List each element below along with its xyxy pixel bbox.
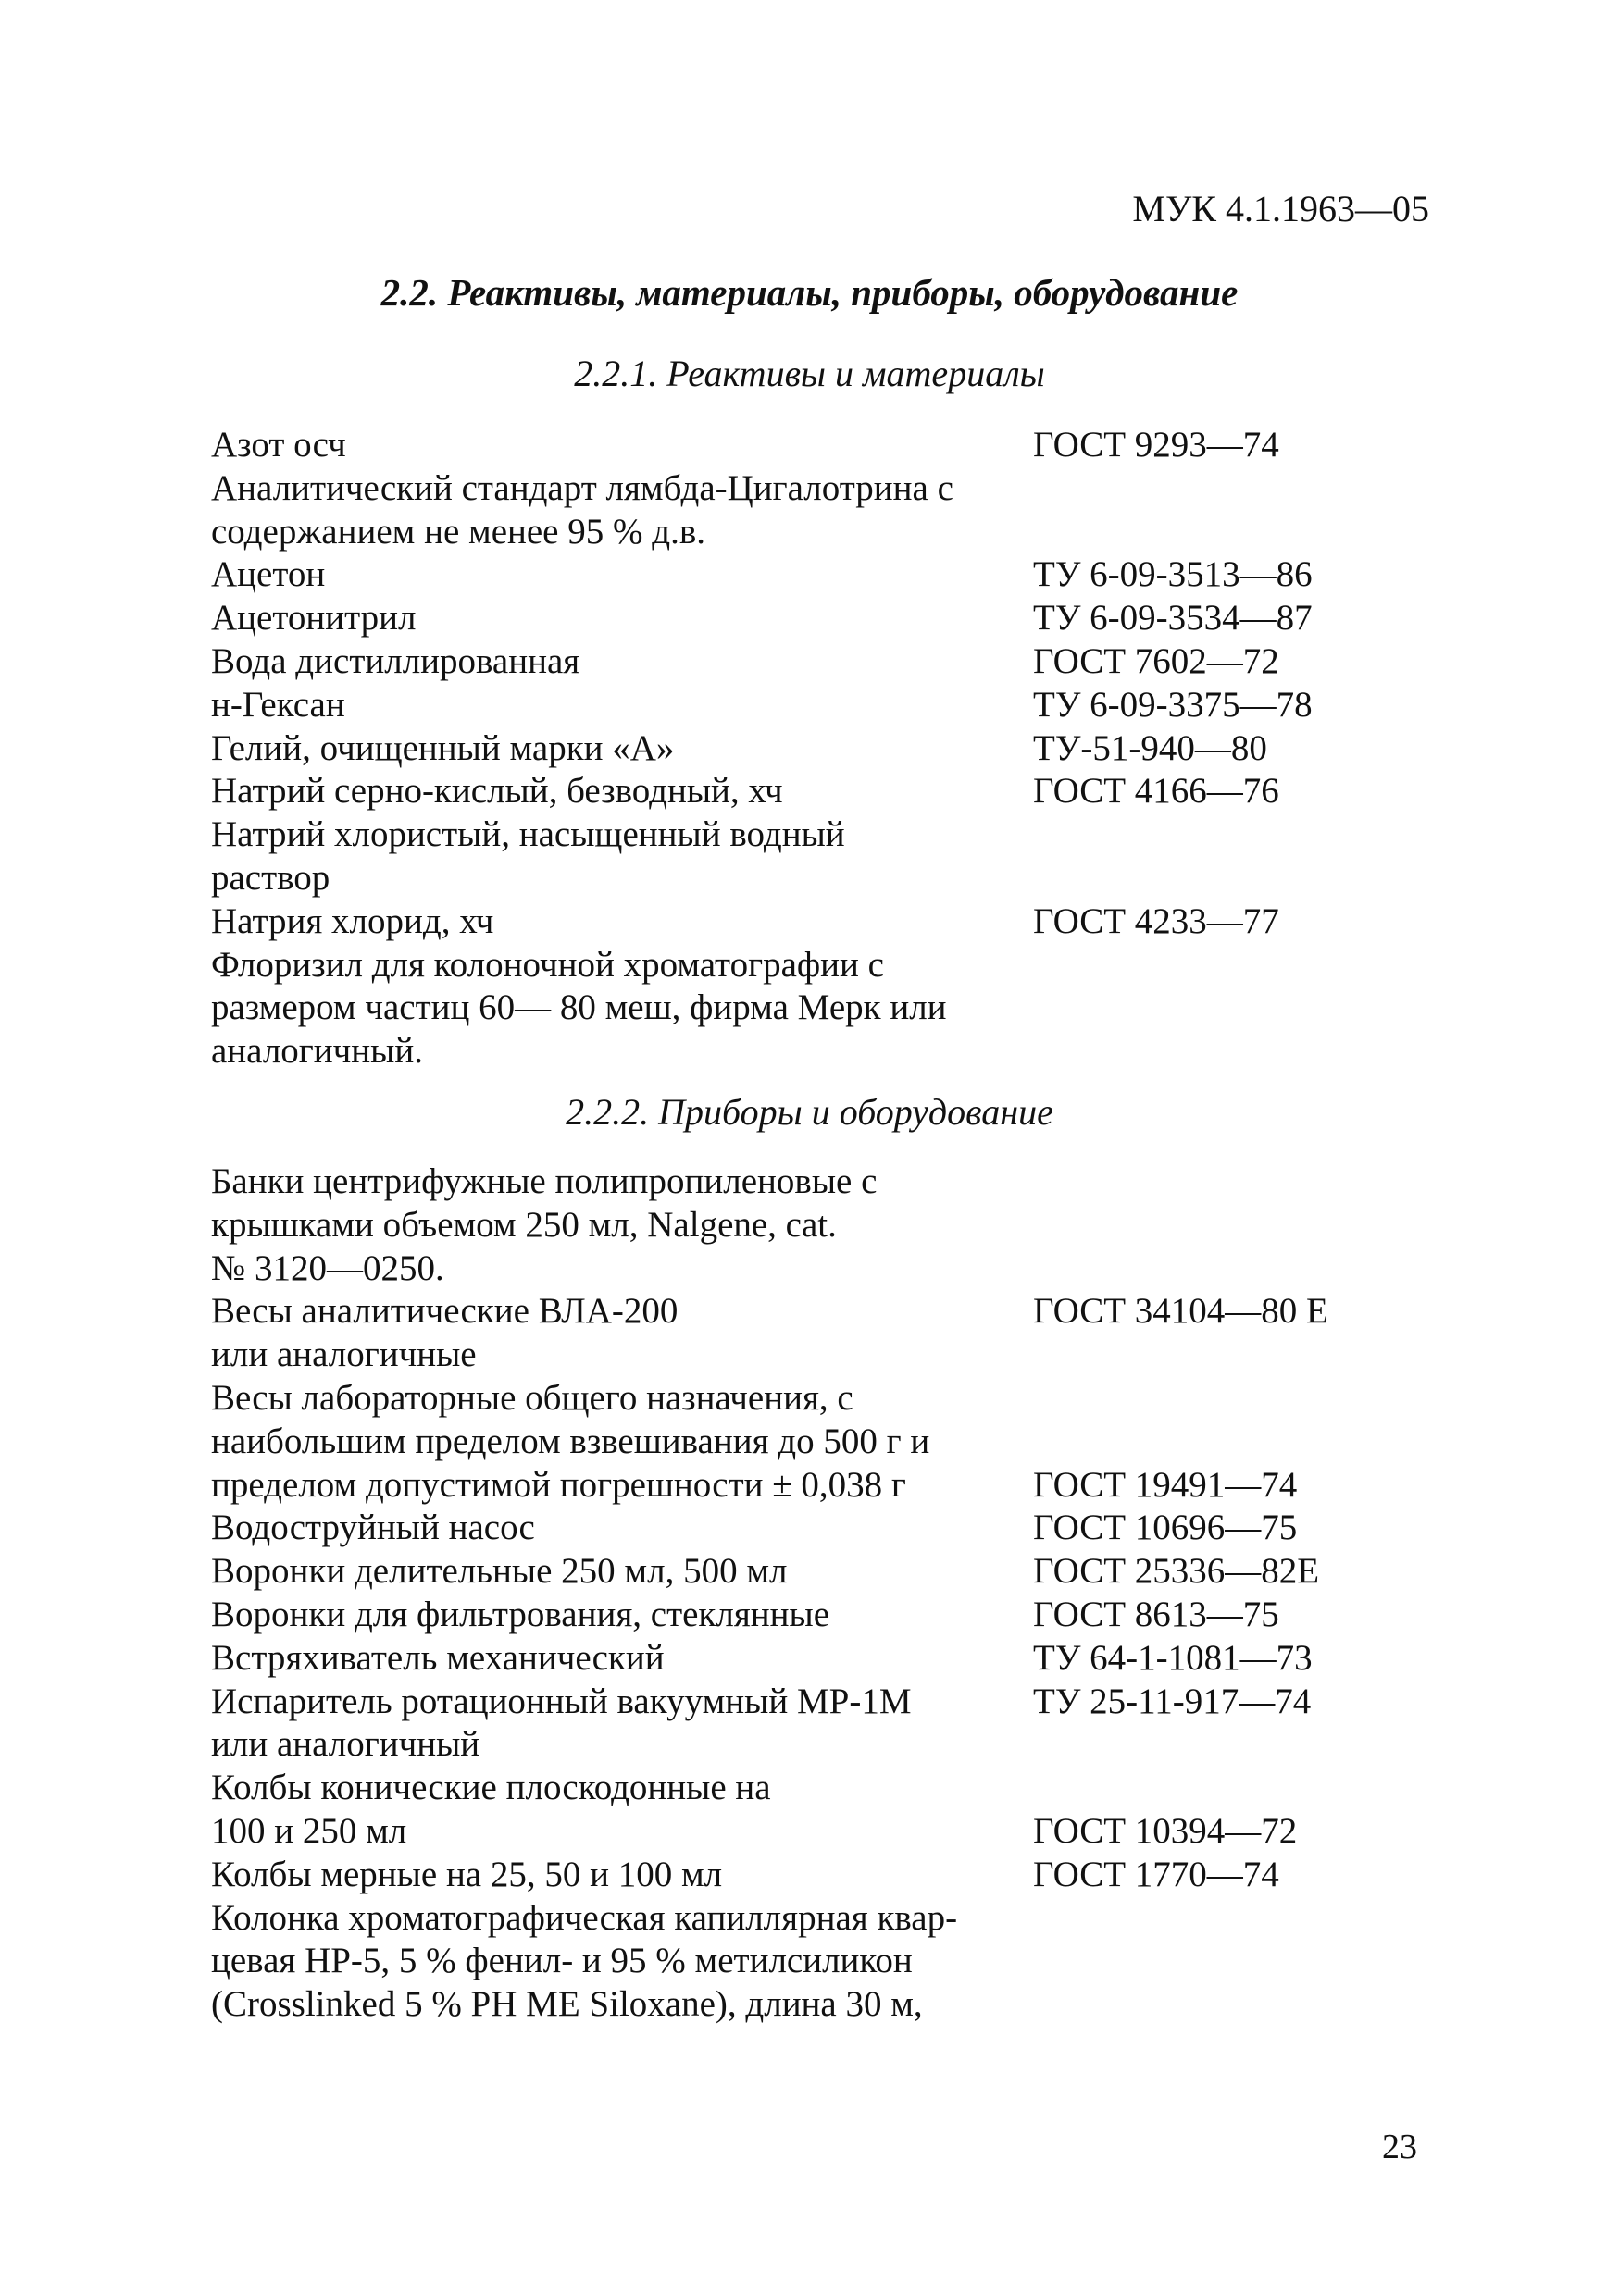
item-name: Натрий серно-кислый, безводный, хч — [211, 771, 783, 812]
item-standard: ТУ-51-940—80 — [1033, 727, 1267, 768]
list-item — [211, 1550, 1414, 1594]
item-standard: ТУ 6-09-3513—86 — [1033, 554, 1313, 595]
item-name: Ацетон — [211, 554, 326, 595]
list-item — [211, 944, 1414, 1074]
reagents-heading: 2.2.1. Реактивы и материалы — [574, 353, 1045, 394]
item-name: Испаритель ротационный вакуумный МР-1М — [211, 1681, 912, 1721]
item-standard: ГОСТ 9293—74 — [1033, 425, 1279, 465]
list-item — [211, 1767, 1414, 1854]
list-item — [211, 553, 1414, 597]
list-item — [211, 1681, 1414, 1724]
item-name: Колбы конические плоскодонные на 100 и 250 мл — [211, 1768, 771, 1851]
item-standard: ГОСТ 8613—75 — [1033, 1594, 1279, 1634]
item-standard: ТУ 6-09-3375—78 — [1033, 684, 1313, 725]
item-name: Колонка хроматографическая капиллярная квар- цевая HP-5, 5 % фенил- и 95 % метилсиликон (Crosslinked 5 % PH ME Siloxane), длина 30 м, — [211, 1897, 958, 2025]
list-item — [211, 597, 1414, 640]
list-item — [211, 684, 1414, 727]
item-standard: ГОСТ 7602—72 — [1033, 640, 1279, 681]
list-item — [211, 1507, 1414, 1550]
item-name: Воронки для фильтрования, стеклянные — [211, 1594, 830, 1634]
item-standard: ГОСТ 4233—77 — [1033, 900, 1279, 941]
list-item — [211, 1637, 1414, 1681]
item-name: или аналогичные — [211, 1334, 477, 1375]
item-name: Весы аналитические ВЛА-200 — [211, 1291, 679, 1332]
item-name: Весы лабораторные общего назначения, с наибольшим пределом взвешивания до 500 г и пределом допустимой погрешности ± 0,038 г — [211, 1377, 930, 1505]
list-item — [211, 900, 1414, 944]
item-name: Вода дистиллированная — [211, 640, 580, 681]
list-item — [211, 727, 1414, 771]
item-name: Азот осч — [211, 425, 346, 465]
list-item — [211, 1897, 1414, 2027]
item-name: Натрия хлорид, хч — [211, 900, 494, 941]
section-heading: 2.2. Реактивы, материалы, приборы, оборудование — [380, 271, 1239, 314]
list-item — [211, 1290, 1414, 1334]
list-item — [211, 467, 1414, 554]
item-name: Флоризил для колоночной хроматографии с размером частиц 60— 80 меш, фирма Мерк или аналогичный. — [211, 944, 947, 1072]
item-standard: ТУ 6-09-3534—87 — [1033, 598, 1313, 639]
item-standard: ГОСТ 34104—80 Е — [1033, 1291, 1328, 1332]
equipment-list — [211, 1160, 1414, 2027]
item-name: или аналогичный — [211, 1724, 480, 1765]
item-standard: ГОСТ 1770—74 — [1033, 1854, 1279, 1894]
item-name: Воронки делительные 250 мл, 500 мл — [211, 1551, 788, 1592]
list-item — [211, 1594, 1414, 1637]
item-standard: ТУ 64-1-1081—73 — [1033, 1637, 1313, 1678]
item-name: н-Гексан — [211, 684, 345, 725]
document-code: МУК 4.1.1963—05 — [1132, 188, 1429, 230]
list-item — [211, 1854, 1414, 1897]
list-item — [211, 770, 1414, 813]
list-item — [211, 640, 1414, 684]
list-item — [211, 1334, 1414, 1377]
item-name: Встряхиватель механический — [211, 1637, 665, 1678]
item-standard: ТУ 25-11-917—74 — [1033, 1681, 1312, 1721]
list-item — [211, 813, 1414, 900]
list-item — [211, 1723, 1414, 1767]
item-standard: ГОСТ 10394—72 — [1033, 1810, 1298, 1851]
item-standard: ГОСТ 19491—74 — [1033, 1464, 1298, 1505]
equipment-heading: 2.2.2. Приборы и оборудование — [566, 1091, 1053, 1133]
item-name: Натрий хлористый, насыщенный водный раствор — [211, 814, 845, 898]
list-item — [211, 424, 1414, 467]
list-item — [211, 1377, 1414, 1507]
item-standard: ГОСТ 10696—75 — [1033, 1508, 1298, 1548]
item-name: Колбы мерные на 25, 50 и 100 мл — [211, 1854, 723, 1894]
item-name: Аналитический стандарт лямбда-Цигалотрина с содержанием не менее 95 % д.в. — [211, 467, 953, 552]
item-name: Гелий, очищенный марки «А» — [211, 727, 675, 768]
item-name: Водоструйный насос — [211, 1508, 535, 1548]
list-item — [211, 1160, 1414, 1290]
item-name: Ацетонитрил — [211, 598, 417, 639]
page-number: 23 — [1382, 2128, 1417, 2166]
item-standard: ГОСТ 25336—82Е — [1033, 1551, 1320, 1592]
item-name: Банки центрифужные полипропиленовые с крышками объемом 250 мл, Nalgene, cat. № 3120—0250. — [211, 1161, 878, 1288]
item-standard: ГОСТ 4166—76 — [1033, 771, 1279, 812]
reagents-list — [211, 424, 1414, 1074]
